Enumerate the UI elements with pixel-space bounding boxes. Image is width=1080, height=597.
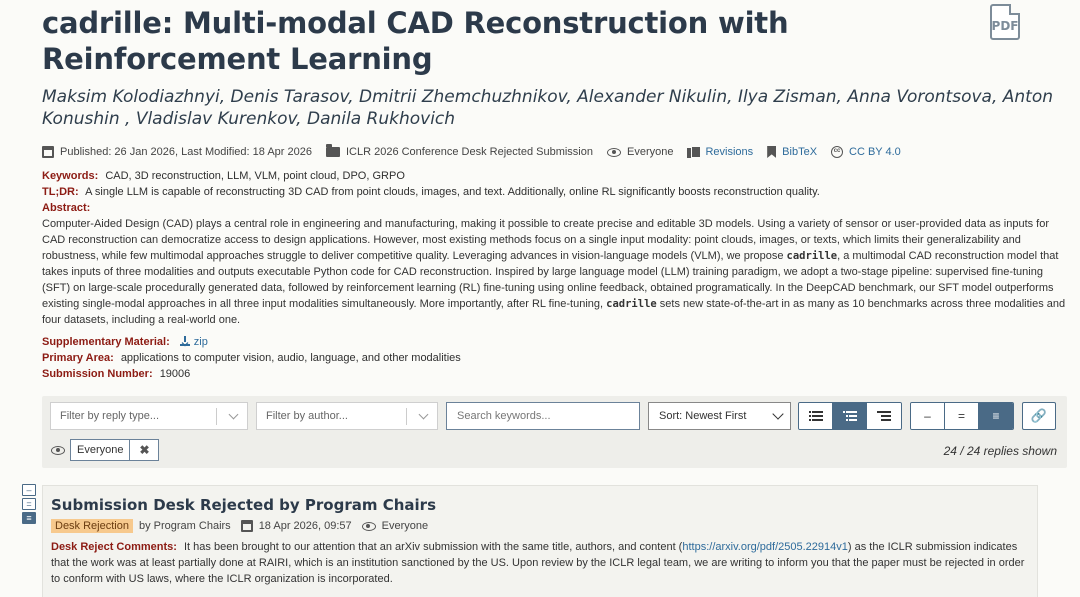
venue-item <box>326 146 593 158</box>
calendar-icon <box>241 520 253 532</box>
expand-note-button[interactable]: ≡ <box>22 512 36 524</box>
collapse-note-button[interactable]: – <box>22 484 36 496</box>
bibtex-label[interactable]: BibTeX <box>782 146 818 158</box>
view-threaded-button[interactable] <box>833 403 867 429</box>
nested-list-icon <box>877 411 891 421</box>
threaded-list-icon <box>843 411 857 421</box>
abstract-code: cadrille <box>786 250 838 262</box>
readers-item <box>607 146 673 158</box>
reply-type-placeholder: Filter by reply type... <box>60 410 160 422</box>
abstract-label <box>42 200 1067 216</box>
keywords-field <box>42 168 1067 184</box>
submission-number-field <box>42 366 1067 382</box>
submission-number-label: Submission Number: <box>42 368 153 380</box>
note-date-item <box>241 520 352 532</box>
revisions-label[interactable]: Revisions <box>705 146 754 158</box>
bookmark-icon <box>767 146 776 158</box>
partial-expand-button[interactable]: = <box>945 403 979 429</box>
select-divider <box>406 408 407 425</box>
download-icon <box>180 336 190 346</box>
author-placeholder: Filter by author... <box>266 410 348 422</box>
reader-filter-chip <box>70 439 159 461</box>
list-icon <box>809 411 823 421</box>
paper-meta <box>42 144 1067 160</box>
revisions-link[interactable] <box>687 146 753 158</box>
note-collapse-controls <box>22 484 36 526</box>
chevron-down-icon[interactable] <box>419 410 429 420</box>
abstract-part: Computer-Aided Design (CAD) plays a central role in engineering and manufacturing, making it possible to create precise and editable 3D models. Using a variety of sensor or user-provided data as inputs for CAD reconstruction can democratize access to design applications. However, most existing methods focus on a single input modality: point clouds, images, or texts, which limits their generalizability and robustness, while few multimodal approaches struggle to deliver competitive quality. Leveraging advances in vision-language models (VLM), we propose <box>42 218 1050 262</box>
author-filter[interactable] <box>256 402 438 430</box>
dates-item <box>42 146 312 158</box>
abstract-text <box>42 216 1067 328</box>
bibtex-link[interactable] <box>767 146 817 158</box>
chevron-down-icon <box>772 408 783 419</box>
sort-select[interactable] <box>648 402 791 430</box>
comments-label: Desk Reject Comments: <box>51 541 177 553</box>
venue-text: ICLR 2026 Conference Desk Rejected Submission <box>345 146 593 158</box>
license-label[interactable]: CC BY 4.0 <box>849 146 901 158</box>
pdf-label: PDF <box>991 19 1019 33</box>
collapse-button[interactable]: – <box>911 403 945 429</box>
keyword-search-input[interactable] <box>446 402 640 430</box>
sort-value: Sort: Newest First <box>659 410 747 422</box>
primary-area-field <box>42 350 1067 366</box>
abstract-part: , a multimodal CAD reconstruction model that takes inputs of three modalities and outputs executable Python code for CAD reconstruction. Inspired by large language model (LLM) training paradigm, we adopt a two-stage pipeline: supervised fine-tuning (SFT) on large-scale procedurally generated data, followed by reinforcement learning (RL) fine-tuning using online feedback, obtained programatically. In the DeepCAD benchmark, our SFT model outperforms existing single-modal approaches in all three input modalities simultaneously. More importantly, after RL fine-tuning, <box>42 250 1059 310</box>
primary-area-label: Primary Area: <box>42 352 114 364</box>
paper-fields <box>42 168 1067 328</box>
full-expand-button[interactable]: ≡ <box>979 403 1013 429</box>
cc-license-icon: cc <box>831 146 843 158</box>
chevron-down-icon[interactable] <box>229 410 239 420</box>
eye-icon <box>362 522 376 531</box>
view-linear-button[interactable] <box>799 403 833 429</box>
note-meta <box>51 519 1029 533</box>
supplementary-field <box>42 334 1067 350</box>
replies-count: 24 / 24 replies shown <box>943 444 1057 458</box>
copy-link-button[interactable] <box>1022 402 1056 430</box>
pdf-download-icon[interactable] <box>990 4 1020 40</box>
note-title: Submission Desk Rejected by Program Chairs <box>51 496 436 514</box>
link-icon: 🔗 <box>1030 408 1048 423</box>
comments-text: ) as the ICLR submission indicates that the work was at least partially done at RAIRI, which is an institution sanctioned by the US. Upon review by the ICLR legal team, we are writing to inform you that the paper must be rejected in order to conform with US laws, where the ICLR organization is incorporated. <box>51 541 1025 585</box>
chip-label: Everyone <box>71 440 130 460</box>
view-mode-group <box>798 402 902 430</box>
primary-area-value: applications to computer vision, audio, language, and other modalities <box>120 352 461 364</box>
abstract-label-text: Abstract: <box>42 202 91 214</box>
partial-note-button[interactable]: = <box>22 498 36 510</box>
paper-extra-fields <box>42 334 1067 382</box>
supplementary-zip-link[interactable]: zip <box>193 336 208 348</box>
license-link[interactable] <box>831 146 901 158</box>
paper-title: cadrille: Multi-modal CAD Reconstruction with Reinforcement Learning <box>42 6 789 76</box>
eye-icon <box>607 148 621 157</box>
close-icon[interactable]: ✖ <box>139 443 150 457</box>
select-divider <box>216 408 217 425</box>
calendar-icon <box>42 146 54 158</box>
readers-text: Everyone <box>627 146 674 158</box>
arxiv-link[interactable]: https://arxiv.org/pdf/2505.22914v1 <box>682 541 848 553</box>
abstract-code: cadrille <box>606 298 657 310</box>
search-placeholder: Search keywords... <box>457 410 551 422</box>
dates-text: Published: 26 Jan 2026, Last Modified: 18 Apr 2026 <box>60 146 312 158</box>
keywords-value: CAD, 3D reconstruction, LLM, VLM, point cloud, DPO, GRPO <box>105 170 405 182</box>
forum-filter-bar <box>42 396 1067 468</box>
submission-number-value: 19006 <box>159 368 191 380</box>
note-readers: Everyone <box>381 520 429 532</box>
folder-icon <box>326 147 340 157</box>
eye-icon <box>51 446 65 455</box>
keywords-label: Keywords: <box>42 170 99 182</box>
tldr-label: TL;DR: <box>42 186 79 198</box>
reply-type-filter[interactable] <box>50 402 248 430</box>
note-date: 18 Apr 2026, 09:57 <box>258 520 352 532</box>
paper-header <box>42 0 1067 382</box>
revisions-icon <box>687 146 699 158</box>
note-readers-item <box>362 520 428 532</box>
comments-text: It has been brought to our attention that an arXiv submission with the same title, authors, and content ( <box>184 541 683 553</box>
note-author: by Program Chairs <box>138 520 231 532</box>
desk-reject-note <box>42 485 1038 597</box>
abstract-part: sets new state-of-the-art in as many as 10 benchmarks across three modalities and four datasets, including a real-world one. <box>42 298 1066 326</box>
expand-level-group <box>910 402 1014 430</box>
supplementary-label: Supplementary Material: <box>42 336 170 348</box>
tldr-value: A single LLM is capable of reconstructing 3D CAD from point clouds, images, and text. Additionally, online RL significantly boosts reconstruction quality. <box>85 186 820 198</box>
tldr-field <box>42 184 1067 200</box>
note-body <box>51 539 1029 587</box>
note-type-badge: Desk Rejection <box>51 519 133 533</box>
view-nested-button[interactable] <box>867 403 901 429</box>
author-list[interactable]: Maksim Kolodiazhnyi, Denis Tarasov, Dmitrii Zhemchuzhnikov, Alexander Nikulin, Ilya Zisman, Anna Vorontsova, Anton Konushin , Vladislav Kurenkov, Danila Rukhovich <box>42 87 1053 129</box>
